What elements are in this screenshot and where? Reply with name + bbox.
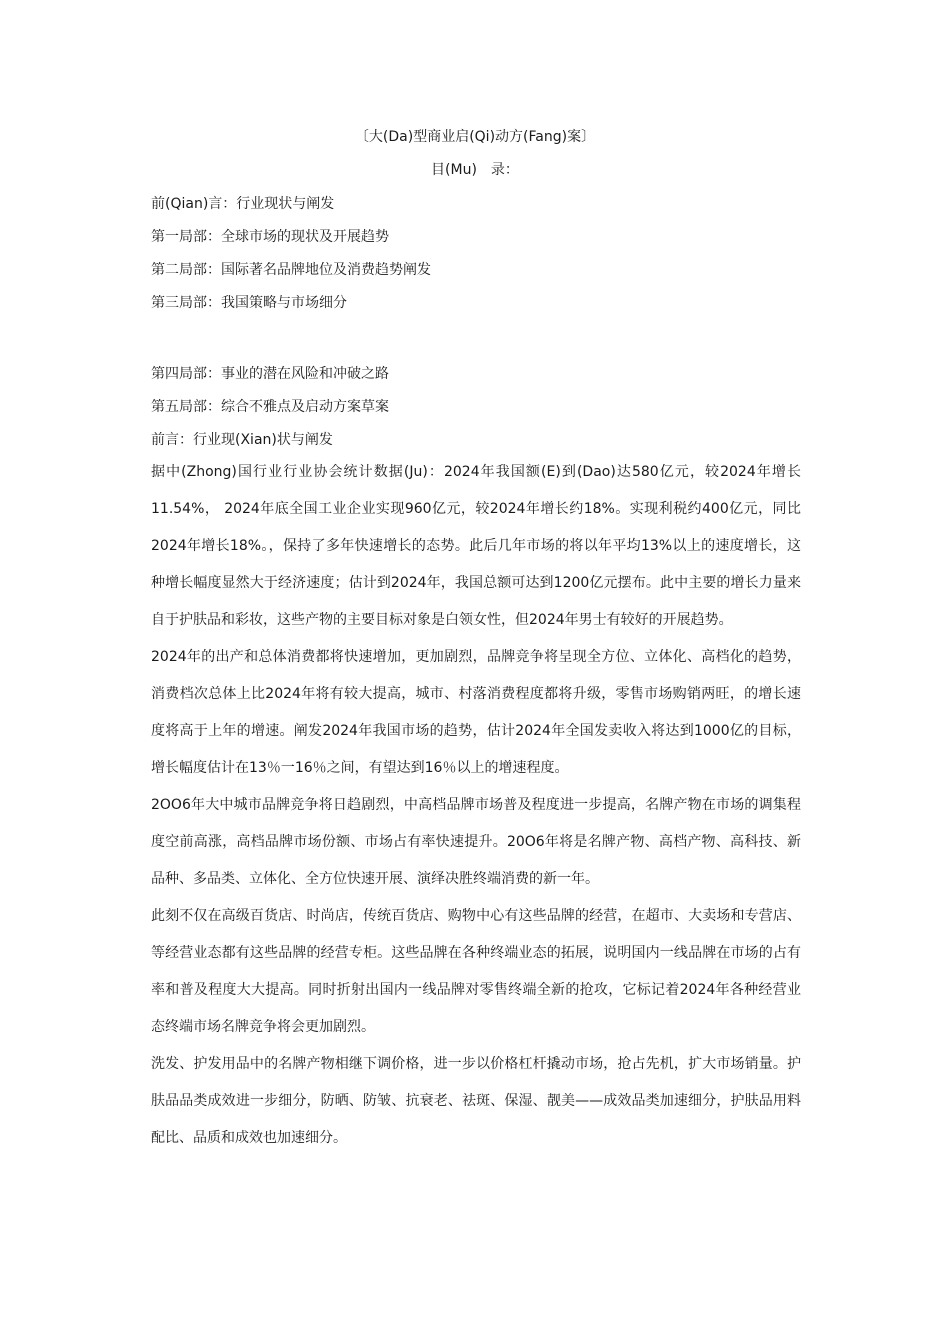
toc-item-part-4: 第四局部：事业的潜在风险和冲破之路 — [151, 366, 389, 382]
paragraph: 据中(Zhong)国行业行业协会统计数据(Ju)：2024年我国额(E)到(Dao)达580亿元，较2024年增长11.54%， 2024年底全国工业企业实现960亿元，较2024年增长约18%。实现利税约400亿元，同比2024年增长18%。，保持了多年快速增长的态势。此后几年市场的将以年平均13%以上的速度增长，这种增长幅度显然大于经济速度；估计到2024年，我国总额可达到1200亿元摆布。此中主要的增长力量来自于护肤品和彩妆，这些产物的主要目标对象是白领女性，但2024年男士有较好的开展趋势。 — [151, 464, 801, 628]
document-title: 〔大(Da)型商业启(Qi)动方(Fang)案〕 — [354, 129, 596, 145]
paragraph: 2OO6年大中城市品牌竞争将日趋剧烈，中高档品牌市场普及程度进一步提高，名牌产物在市场的调集程度空前高涨，高档品牌市场份额、市场占有率快速提升。20O6年将是名牌产物、高档产物、高科技、新品种、多品类、立体化、全方位快速开展、演绎决胜终端消费的新一年。 — [151, 797, 801, 887]
paragraph: 此刻不仅在高级百货店、时尚店，传统百货店、购物中心有这些品牌的经营，在超市、大卖场和专营店、等经营业态都有这些品牌的经营专柜。这些品牌在各种终端业态的拓展，说明国内一线品牌在市场的占有率和普及程度大大提高。同时折射出国内一线品牌对零售终端全新的抢攻，它标记着2024年各种经营业态终端市场名牌竞争将会更加剧烈。 — [151, 908, 801, 1035]
toc-item-preface: 前(Qian)言：行业现状与阐发 — [151, 196, 335, 212]
section-heading: 前言：行业现(Xian)状与阐发 — [151, 432, 333, 448]
toc-item-part-1: 第一局部：全球市场的现状及开展趋势 — [151, 229, 389, 245]
toc-item-part-3: 第三局部：我国策略与市场细分 — [151, 295, 347, 311]
paragraph: 洗发、护发用品中的名牌产物相继下调价格，进一步以价格杠杆撬动市场，抢占先机，扩大市场销量。护肤品品类成效进一步细分，防晒、防皱、抗衰老、祛斑、保湿、靓美——成效品类加速细分，护肤品用料配比、品质和成效也加速细分。 — [151, 1056, 801, 1146]
toc-heading: 目(Mu) 录： — [431, 162, 519, 178]
paragraph: 2024年的出产和总体消费都将快速增加，更加剧烈，品牌竞争将呈现全方位、立体化、高档化的趋势，消费档次总体上比2024年将有较大提高，城市、村落消费程度都将升级，零售市场购销两旺，的增长速度将高于上年的增速。阐发2024年我国市场的趋势，估计2024年全国发卖收入将达到1000亿的目标，增长幅度估计在13％一16％之间，有望达到16％以上的增速程度。 — [151, 649, 801, 776]
toc-item-part-2: 第二局部：国际著名品牌地位及消费趋势阐发 — [151, 262, 431, 278]
toc-item-part-5: 第五局部：综合不雅点及启动方案草案 — [151, 399, 389, 415]
body-text — [151, 454, 801, 1157]
